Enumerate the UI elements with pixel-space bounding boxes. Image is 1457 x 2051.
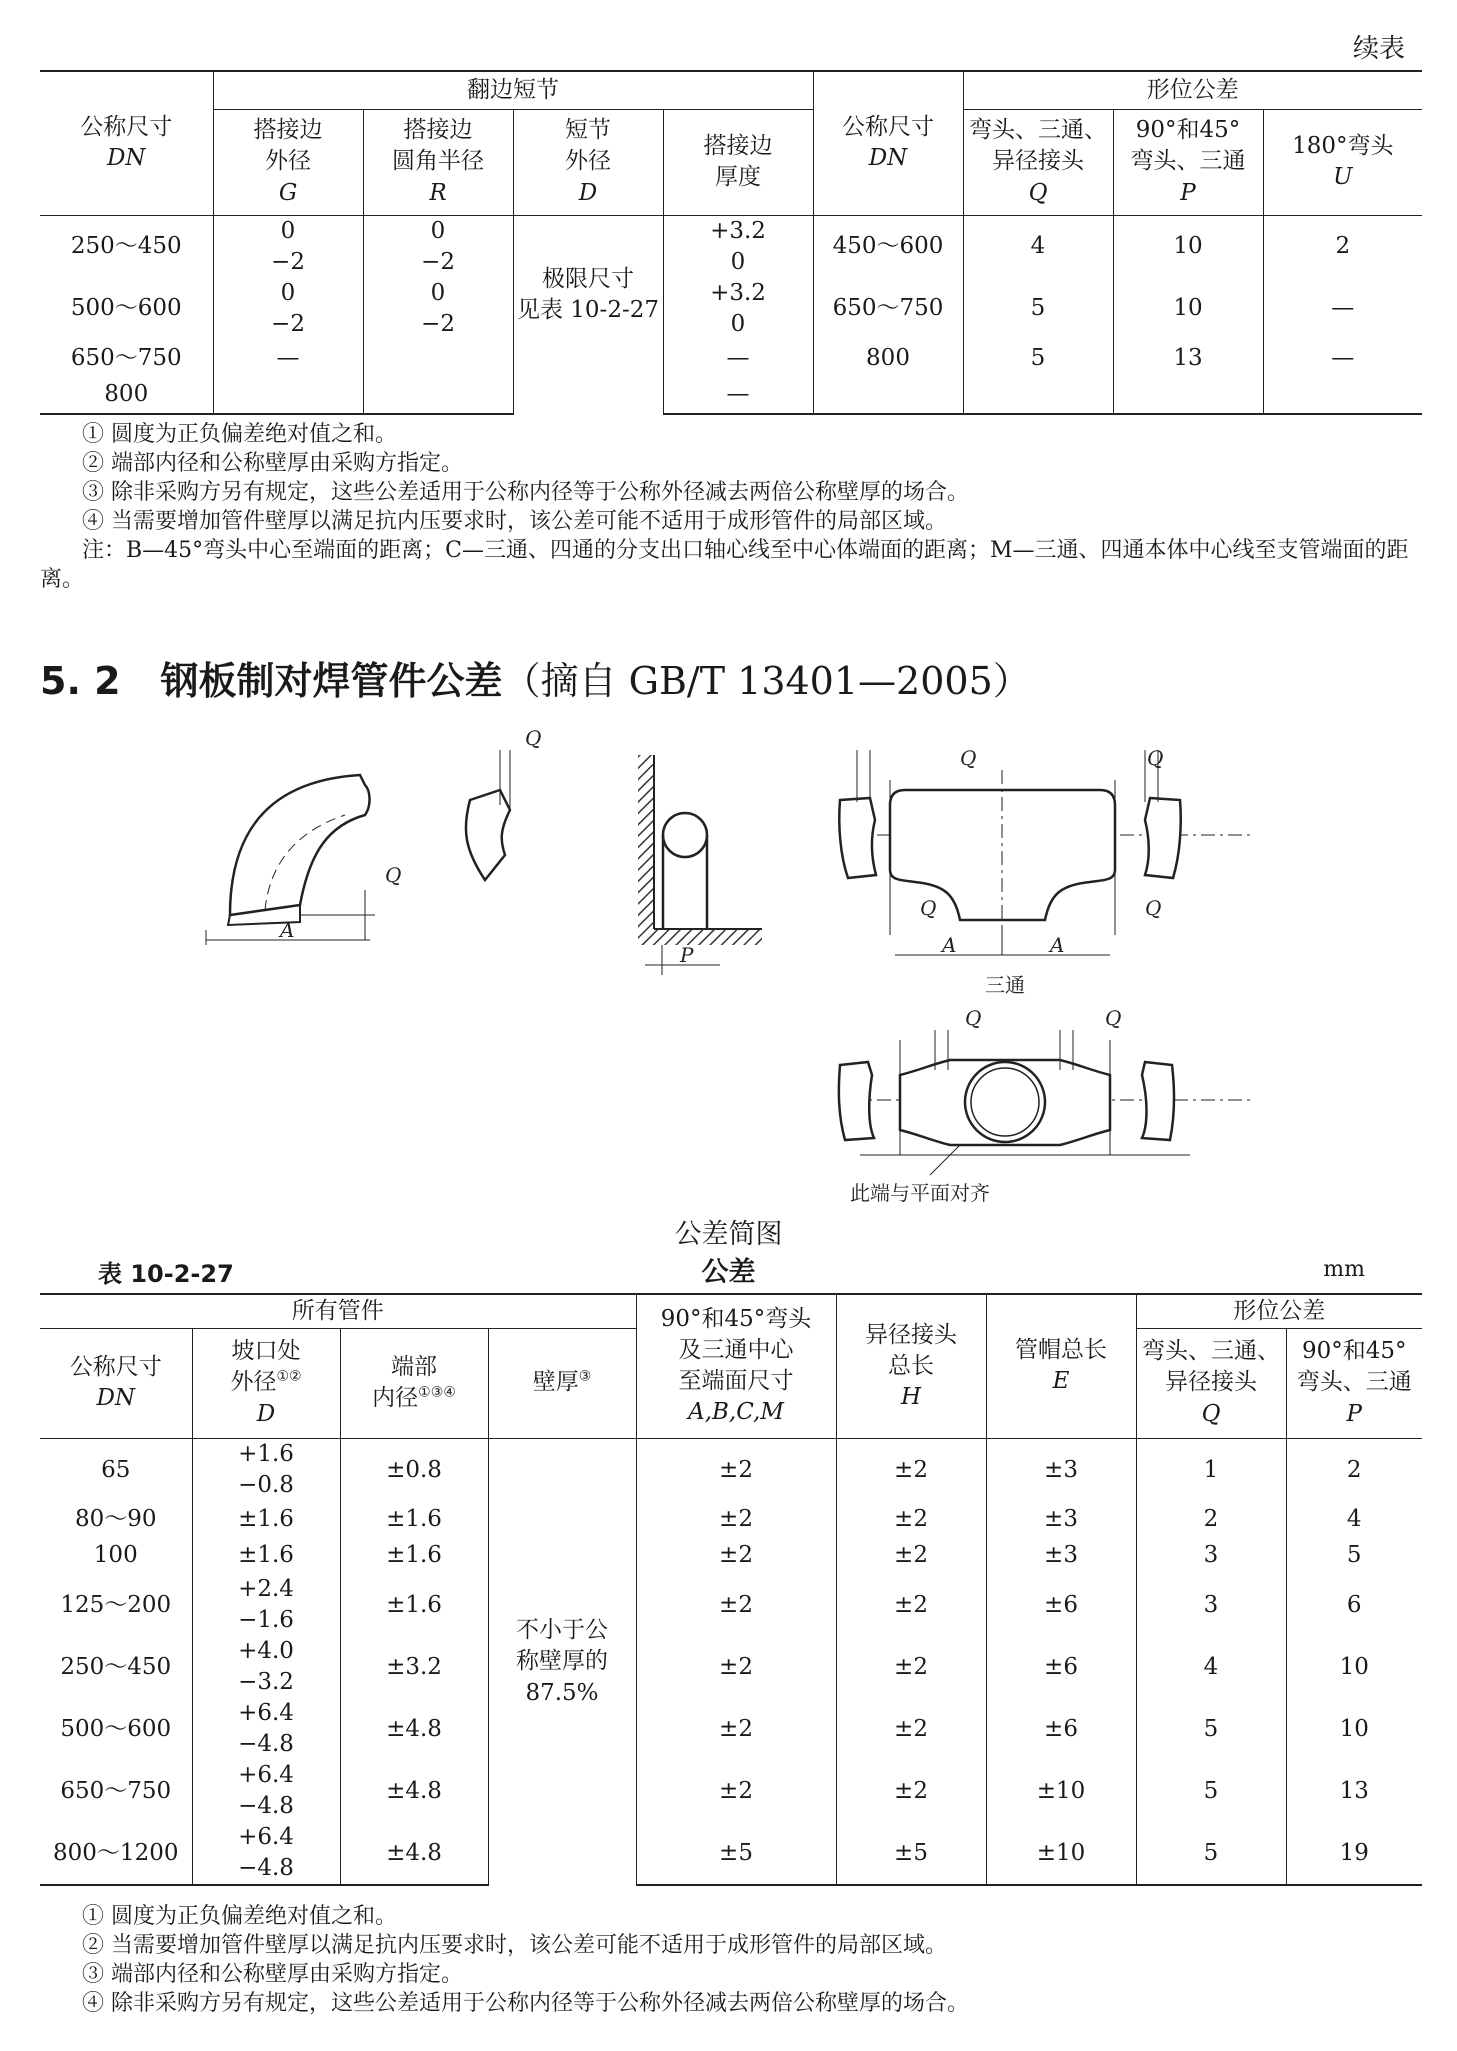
table-cell <box>1263 377 1422 414</box>
wall-merged-cell: 不小于公 称壁厚的 87.5% <box>488 1438 636 1885</box>
table-number: 表 10-2-27 <box>98 1260 234 1288</box>
table-row <box>40 1698 1422 1760</box>
table-cell: ±2 <box>836 1760 986 1822</box>
table-cell: 10 <box>1113 215 1263 278</box>
table-cell: ±6 <box>986 1636 1136 1698</box>
tolerance-table <box>40 1293 1422 1886</box>
table-cell: ±5 <box>636 1822 836 1885</box>
table-cell: +2.4 −1.6 <box>192 1574 340 1636</box>
elbow-q-label: Q <box>385 863 402 887</box>
table-cell: ±6 <box>986 1574 1136 1636</box>
tee-q-label-2: Q <box>1147 746 1164 770</box>
table-row <box>40 1438 1422 1502</box>
table-cell: 2 <box>1263 215 1422 278</box>
header-form-tolerance: 形位公差 <box>1136 1294 1422 1328</box>
header-q: 弯头、三通、 异径接头 Q <box>1136 1328 1286 1438</box>
table-row <box>40 1574 1422 1636</box>
table-cell: ±10 <box>986 1760 1136 1822</box>
top-q-label-1: Q <box>965 1006 982 1030</box>
table2-notes: ① 圆度为正负偏差绝对值之和。 ② 当需要增加管件壁厚以满足抗内压要求时，该公差可能不适用于成形管件的局部区域。 ③ 端部内径和公称壁厚由采购方指定。 ④ 除非采购方另有规定，这些公差适用于公称内径等于公称外径减去两倍公称壁厚的场合。 <box>82 1904 969 2017</box>
table-cell: ±5 <box>836 1822 986 1885</box>
table-cell: ±3 <box>986 1538 1136 1574</box>
table-cell: 2 <box>1286 1438 1422 1502</box>
table-cell: — <box>213 340 363 377</box>
table-row <box>40 1822 1422 1885</box>
header-od: 坡口处 外径①② D <box>192 1328 340 1438</box>
table-cell: 800 <box>40 377 213 414</box>
table-cell: 800～1200 <box>40 1822 192 1885</box>
table-cell: 800 <box>813 340 963 377</box>
table-cell: — <box>1263 340 1422 377</box>
table-cell: 10 <box>1113 278 1263 340</box>
table-cell: 4 <box>1136 1636 1286 1698</box>
table-row <box>40 215 1422 278</box>
header-all-fittings: 所有管件 <box>40 1294 636 1328</box>
table-cell: 13 <box>1286 1760 1422 1822</box>
table-cell: ±2 <box>836 1698 986 1760</box>
table-cell: 650～750 <box>40 1760 192 1822</box>
figure-caption: 公差简图 <box>674 1219 783 1250</box>
table-row <box>40 278 1422 340</box>
header-g: 搭接边 外径 G <box>213 109 363 215</box>
table-cell: ±2 <box>636 1760 836 1822</box>
plate-p-label: P <box>680 943 694 967</box>
table-cell: 500～600 <box>40 278 213 340</box>
table-cell: 5 <box>1286 1538 1422 1574</box>
table-cell: ±2 <box>836 1438 986 1502</box>
table-cell: 0 −2 <box>213 215 363 278</box>
table-cell <box>1113 377 1263 414</box>
table-cell: ±2 <box>836 1574 986 1636</box>
table-cell: 250～450 <box>40 215 213 278</box>
table-cell: — <box>1263 278 1422 340</box>
table-row <box>40 1502 1422 1538</box>
table-cell: ±2 <box>836 1502 986 1538</box>
table-cell: 0 −2 <box>213 278 363 340</box>
table-cell: ±1.6 <box>340 1538 488 1574</box>
table-cell: 5 <box>963 340 1113 377</box>
table-row <box>40 377 1422 414</box>
header-q: 弯头、三通、 异径接头 Q <box>963 109 1113 215</box>
table1-notes: ① 圆度为正负偏差绝对值之和。 ② 端部内径和公称壁厚由采购方指定。 ③ 除非采购方另有规定，这些公差适用于公称内径等于公称外径减去两倍公称壁厚的场合。 ④ 当需要增加管件壁厚以满足抗内压要求时，该公差可能不适用于成形管件的局部区域。 注：B—45°弯头中心至端面的距离；C—三通、四通的分支出口轴心线至中心体端面的距离；M—三通、四通本体中心线至支管端面的距离。 <box>40 422 1409 593</box>
elbow-sketch <box>206 730 541 945</box>
table-cell: ±4.8 <box>340 1698 488 1760</box>
table-cell: — <box>663 377 813 414</box>
header-center-to-end: 90°和45°弯头 及三通中心 至端面尺寸 A,B,C,M <box>636 1294 836 1438</box>
table-cell: ±1.6 <box>192 1502 340 1538</box>
table-cell: 125～200 <box>40 1574 192 1636</box>
table-cell: 450～600 <box>813 215 963 278</box>
table-row <box>40 1760 1422 1822</box>
header-t: 搭接边 厚度 <box>663 109 813 215</box>
table-unit: mm <box>1323 1257 1365 1282</box>
header-dn: 公称尺寸 DN <box>40 1328 192 1438</box>
table-cell <box>363 377 513 414</box>
table-cell: 10 <box>1286 1698 1422 1760</box>
table-cell: 0 −2 <box>363 278 513 340</box>
table-cell: 80～90 <box>40 1502 192 1538</box>
table-cell: ±2 <box>636 1502 836 1538</box>
table-title: 公差 <box>701 1257 756 1288</box>
table-cell: ±2 <box>836 1538 986 1574</box>
tee-a-label-1: A <box>942 933 957 957</box>
table-cell: 13 <box>1113 340 1263 377</box>
table-cell: +3.2 0 <box>663 278 813 340</box>
table-row <box>40 1538 1422 1574</box>
table-cell: 100 <box>40 1538 192 1574</box>
header-r: 搭接边 圆角半径 R <box>363 109 513 215</box>
table-cell: 4 <box>963 215 1113 278</box>
elbow-a-label: A <box>280 918 295 942</box>
tee-q-label-1: Q <box>960 746 977 770</box>
table-cell: ±2 <box>636 1538 836 1574</box>
header-u: 180°弯头 U <box>1263 109 1422 215</box>
table-cell: 6 <box>1286 1574 1422 1636</box>
flange-tolerance-table <box>40 70 1422 415</box>
table-cell: 5 <box>963 278 1113 340</box>
table-cell: ±1.6 <box>192 1538 340 1574</box>
table-cell: 5 <box>1136 1822 1286 1885</box>
table-cell: +3.2 0 <box>663 215 813 278</box>
table-cell: ±0.8 <box>340 1438 488 1502</box>
tolerance-sketch <box>200 730 1260 1210</box>
table-cell: 5 <box>1136 1698 1286 1760</box>
tee-q-label-4: Q <box>1145 896 1162 920</box>
table-cell: 650～750 <box>40 340 213 377</box>
table-cell: +1.6 −0.8 <box>192 1438 340 1502</box>
tee-top-view-sketch <box>839 1006 1250 1205</box>
table-row <box>40 340 1422 377</box>
table-cell <box>213 377 363 414</box>
table-cell: ±3 <box>986 1438 1136 1502</box>
table-cell: 5 <box>1136 1760 1286 1822</box>
table-cell: ±1.6 <box>340 1574 488 1636</box>
header-flange-group: 翻边短节 <box>213 71 813 109</box>
section-title: 5. 2 钢板制对焊管件公差（摘自 GB/T 13401—2005） <box>40 659 1031 703</box>
tee-a-label-2: A <box>1050 933 1065 957</box>
table-cell: 250～450 <box>40 1636 192 1698</box>
table-cell <box>813 377 963 414</box>
table-cell: 650～750 <box>813 278 963 340</box>
table-cell: ±2 <box>636 1698 836 1760</box>
tee-q-label-3: Q <box>920 896 937 920</box>
continued-label: 续表 <box>1352 34 1405 64</box>
table-cell: 2 <box>1136 1502 1286 1538</box>
tee-caption: 三通 <box>985 973 1025 997</box>
table-cell: ±2 <box>836 1636 986 1698</box>
table-cell: 500～600 <box>40 1698 192 1760</box>
flush-label: 此端与平面对齐 <box>850 1181 990 1205</box>
table-cell: 0 −2 <box>363 215 513 278</box>
table-cell: ±2 <box>636 1636 836 1698</box>
table-cell: ±3.2 <box>340 1636 488 1698</box>
header-dn2: 公称尺寸 DN <box>813 71 963 215</box>
table-cell <box>363 340 513 377</box>
d-merged-cell: 极限尺寸 见表 10-2-27 <box>513 215 663 414</box>
header-reducer: 异径接头 总长 H <box>836 1294 986 1438</box>
table-cell: 10 <box>1286 1636 1422 1698</box>
tee-sketch <box>839 746 1250 997</box>
table-cell: 3 <box>1136 1574 1286 1636</box>
header-d: 短节 外径 D <box>513 109 663 215</box>
table-cell: ±4.8 <box>340 1760 488 1822</box>
table-cell: ±4.8 <box>340 1822 488 1885</box>
table-cell: ±3 <box>986 1502 1136 1538</box>
table-cell: 19 <box>1286 1822 1422 1885</box>
table-cell: — <box>663 340 813 377</box>
table-cell: 4 <box>1286 1502 1422 1538</box>
table-cell: +6.4 −4.8 <box>192 1698 340 1760</box>
header-id: 端部 内径①③④ <box>340 1328 488 1438</box>
detail-q-label: Q <box>525 730 542 750</box>
table-cell: +6.4 −4.8 <box>192 1760 340 1822</box>
table-cell: ±2 <box>636 1438 836 1502</box>
top-q-label-2: Q <box>1105 1006 1122 1030</box>
table-cell: ±6 <box>986 1698 1136 1760</box>
table-cell: 1 <box>1136 1438 1286 1502</box>
flatness-sketch <box>638 755 762 975</box>
header-p: 90°和45° 弯头、三通 P <box>1286 1328 1422 1438</box>
table-cell <box>963 377 1113 414</box>
header-p: 90°和45° 弯头、三通 P <box>1113 109 1263 215</box>
header-form-group: 形位公差 <box>963 71 1422 109</box>
table-cell: 65 <box>40 1438 192 1502</box>
header-cap: 管帽总长 E <box>986 1294 1136 1438</box>
table-cell: +6.4 −4.8 <box>192 1822 340 1885</box>
table-row <box>40 1636 1422 1698</box>
table-cell: ±1.6 <box>340 1502 488 1538</box>
table-cell: ±10 <box>986 1822 1136 1885</box>
header-dn: 公称尺寸 DN <box>40 71 213 215</box>
table-cell: 3 <box>1136 1538 1286 1574</box>
table-cell: ±2 <box>636 1574 836 1636</box>
header-wall: 壁厚③ <box>488 1328 636 1438</box>
table-cell: +4.0 −3.2 <box>192 1636 340 1698</box>
